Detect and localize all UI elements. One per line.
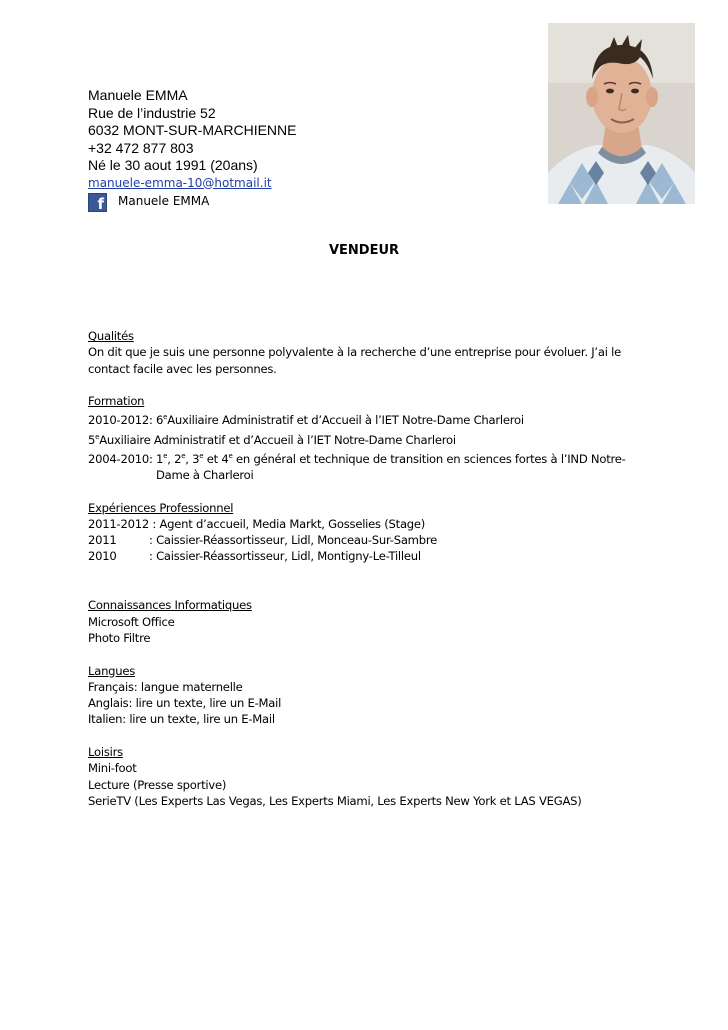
facebook-line xyxy=(88,193,296,212)
list-item: SerieTV (Les Experts Las Vegas, Les Experts Miami, Les Experts New York et LAS VEGAS) xyxy=(88,793,582,808)
heading-langues: Langues xyxy=(88,663,136,678)
contact-city: 6032 MONT-SUR-MARCHIENNE xyxy=(88,122,297,138)
heading-informatique: Connaissances Informatiques xyxy=(88,598,252,613)
facebook-icon: f xyxy=(88,193,107,212)
list-item: Photo Filtre xyxy=(88,630,151,645)
facebook-name: Manuele EMMA xyxy=(118,194,210,209)
heading-experiences: Expériences Professionnel xyxy=(88,500,234,515)
formation-line: 5eAuxiliaire Administratif et d’Accueil à l’IET Notre-Dame Charleroi xyxy=(88,432,456,447)
list-item: Français: langue maternelle xyxy=(88,679,243,694)
qualites-line: On dit que je suis une personne polyvalente à la recherche d’une entreprise pour évoluer. J’ai le xyxy=(88,345,621,360)
profile-photo xyxy=(548,23,695,204)
qualites-line: contact facile avec les personnes. xyxy=(88,361,277,376)
formation-line: Dame à Charleroi xyxy=(156,467,254,482)
job-title: VENDEUR xyxy=(328,243,400,258)
contact-phone: +32 472 877 803 xyxy=(88,139,194,156)
experience-line: 2010 : Caissier-Réassortisseur, Lidl, Montigny-Le-Tilleul xyxy=(88,549,421,564)
cv-body xyxy=(88,328,628,809)
list-item: Lecture (Presse sportive) xyxy=(88,777,227,792)
section-formation xyxy=(88,393,628,483)
formation-line: 2004-2010: 1e, 2e, 3e et 4e en général et technique de transition en sciences fortes à l’IND Notre- xyxy=(88,451,626,466)
list-item: Anglais: lire un texte, lire un E-Mail xyxy=(88,696,282,711)
list-item: Microsoft Office xyxy=(88,614,175,629)
section-informatique xyxy=(88,597,628,646)
contact-block xyxy=(88,87,296,212)
contact-name: Manuele EMMA xyxy=(88,87,188,103)
email-link[interactable]: manuele-emma-10@hotmail.it xyxy=(88,175,272,190)
heading-loisirs: Loisirs xyxy=(88,745,123,759)
list-item: Mini-foot xyxy=(88,761,137,776)
formation-line: 2010-2012: 6eAuxiliaire Administratif et d’Accueil à l’IET Notre-Dame Charleroi xyxy=(88,413,524,428)
heading-qualites: Qualités xyxy=(88,329,134,343)
section-loisirs xyxy=(88,744,628,809)
contact-street: Rue de l’industrie 52 xyxy=(88,104,216,121)
section-qualites xyxy=(88,328,628,377)
contact-birth: Né le 30 aout 1991 (20ans) xyxy=(88,157,258,173)
experience-line: 2011-2012 : Agent d’accueil, Media Markt, Gosselies (Stage) xyxy=(88,516,426,531)
list-item: Italien: lire un texte, lire un E-Mail xyxy=(88,712,275,727)
heading-formation: Formation xyxy=(88,394,145,409)
experience-line: 2011 : Caissier-Réassortisseur, Lidl, Monceau-Sur-Sambre xyxy=(88,533,437,548)
section-experiences xyxy=(88,500,628,565)
section-langues xyxy=(88,663,628,728)
